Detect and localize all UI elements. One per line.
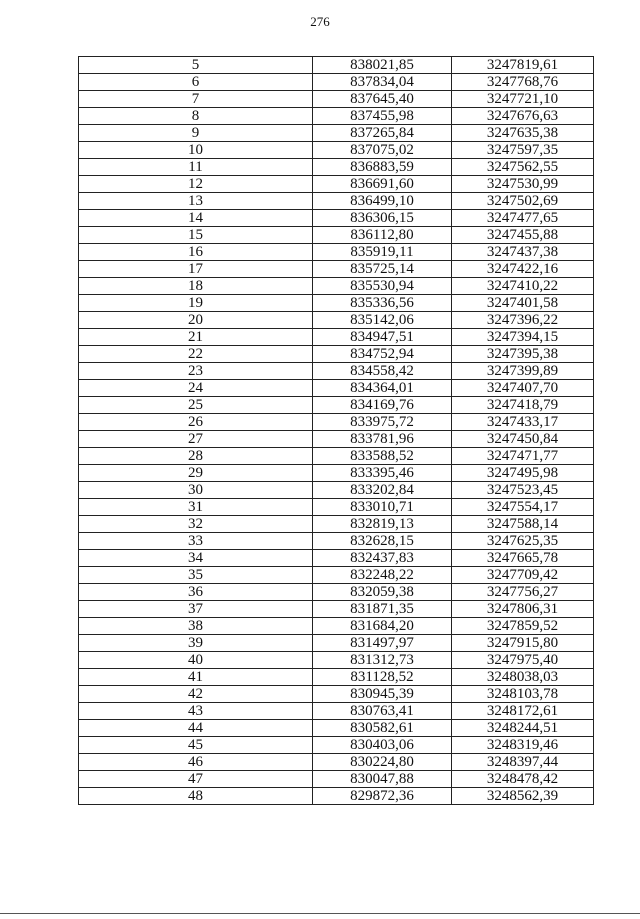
y-coordinate-cell: 3247477,65 bbox=[452, 210, 594, 227]
y-coordinate-cell: 3248397,44 bbox=[452, 754, 594, 771]
point-number-cell: 46 bbox=[79, 754, 313, 771]
y-coordinate-cell: 3247395,38 bbox=[452, 346, 594, 363]
y-coordinate-cell: 3248038,03 bbox=[452, 669, 594, 686]
table-row bbox=[79, 346, 594, 363]
point-number-cell: 44 bbox=[79, 720, 313, 737]
table-row bbox=[79, 227, 594, 244]
point-number-cell: 36 bbox=[79, 584, 313, 601]
table-row bbox=[79, 363, 594, 380]
x-coordinate-cell: 830763,41 bbox=[313, 703, 452, 720]
point-number-cell: 10 bbox=[79, 142, 313, 159]
point-number-cell: 14 bbox=[79, 210, 313, 227]
x-coordinate-cell: 835336,56 bbox=[313, 295, 452, 312]
y-coordinate-cell: 3248562,39 bbox=[452, 788, 594, 805]
y-coordinate-cell: 3247859,52 bbox=[452, 618, 594, 635]
table-row bbox=[79, 74, 594, 91]
table-row bbox=[79, 431, 594, 448]
y-coordinate-cell: 3247399,89 bbox=[452, 363, 594, 380]
table-row bbox=[79, 618, 594, 635]
table-row bbox=[79, 550, 594, 567]
x-coordinate-cell: 838021,85 bbox=[313, 57, 452, 74]
table-row bbox=[79, 516, 594, 533]
table-row bbox=[79, 91, 594, 108]
coordinates-table bbox=[78, 56, 594, 805]
point-number-cell: 19 bbox=[79, 295, 313, 312]
point-number-cell: 31 bbox=[79, 499, 313, 516]
point-number-cell: 7 bbox=[79, 91, 313, 108]
point-number-cell: 28 bbox=[79, 448, 313, 465]
x-coordinate-cell: 837455,98 bbox=[313, 108, 452, 125]
table-row bbox=[79, 125, 594, 142]
y-coordinate-cell: 3247502,69 bbox=[452, 193, 594, 210]
x-coordinate-cell: 834169,76 bbox=[313, 397, 452, 414]
y-coordinate-cell: 3248319,46 bbox=[452, 737, 594, 754]
y-coordinate-cell: 3247471,77 bbox=[452, 448, 594, 465]
y-coordinate-cell: 3248103,78 bbox=[452, 686, 594, 703]
y-coordinate-cell: 3247407,70 bbox=[452, 380, 594, 397]
point-number-cell: 27 bbox=[79, 431, 313, 448]
point-number-cell: 12 bbox=[79, 176, 313, 193]
point-number-cell: 25 bbox=[79, 397, 313, 414]
y-coordinate-cell: 3247401,58 bbox=[452, 295, 594, 312]
x-coordinate-cell: 831312,73 bbox=[313, 652, 452, 669]
point-number-cell: 5 bbox=[79, 57, 313, 74]
point-number-cell: 23 bbox=[79, 363, 313, 380]
x-coordinate-cell: 830403,06 bbox=[313, 737, 452, 754]
point-number-cell: 21 bbox=[79, 329, 313, 346]
x-coordinate-cell: 832628,15 bbox=[313, 533, 452, 550]
y-coordinate-cell: 3247554,17 bbox=[452, 499, 594, 516]
table-row bbox=[79, 397, 594, 414]
table-row bbox=[79, 567, 594, 584]
x-coordinate-cell: 833395,46 bbox=[313, 465, 452, 482]
x-coordinate-cell: 836883,59 bbox=[313, 159, 452, 176]
table-row bbox=[79, 142, 594, 159]
x-coordinate-cell: 833781,96 bbox=[313, 431, 452, 448]
x-coordinate-cell: 833588,52 bbox=[313, 448, 452, 465]
table-row bbox=[79, 737, 594, 754]
x-coordinate-cell: 834558,42 bbox=[313, 363, 452, 380]
y-coordinate-cell: 3247455,88 bbox=[452, 227, 594, 244]
x-coordinate-cell: 830224,80 bbox=[313, 754, 452, 771]
x-coordinate-cell: 833010,71 bbox=[313, 499, 452, 516]
point-number-cell: 30 bbox=[79, 482, 313, 499]
point-number-cell: 11 bbox=[79, 159, 313, 176]
x-coordinate-cell: 837834,04 bbox=[313, 74, 452, 91]
x-coordinate-cell: 831128,52 bbox=[313, 669, 452, 686]
y-coordinate-cell: 3247709,42 bbox=[452, 567, 594, 584]
y-coordinate-cell: 3247437,38 bbox=[452, 244, 594, 261]
table-row bbox=[79, 244, 594, 261]
table-row bbox=[79, 448, 594, 465]
y-coordinate-cell: 3248172,61 bbox=[452, 703, 594, 720]
x-coordinate-cell: 830582,61 bbox=[313, 720, 452, 737]
y-coordinate-cell: 3247665,78 bbox=[452, 550, 594, 567]
y-coordinate-cell: 3247635,38 bbox=[452, 125, 594, 142]
table-row bbox=[79, 601, 594, 618]
table-body bbox=[79, 57, 594, 805]
y-coordinate-cell: 3247768,76 bbox=[452, 74, 594, 91]
table-row bbox=[79, 482, 594, 499]
x-coordinate-cell: 834364,01 bbox=[313, 380, 452, 397]
x-coordinate-cell: 833202,84 bbox=[313, 482, 452, 499]
y-coordinate-cell: 3248244,51 bbox=[452, 720, 594, 737]
x-coordinate-cell: 836112,80 bbox=[313, 227, 452, 244]
page-number: 276 bbox=[310, 14, 330, 29]
x-coordinate-cell: 831871,35 bbox=[313, 601, 452, 618]
table-row bbox=[79, 108, 594, 125]
x-coordinate-cell: 831684,20 bbox=[313, 618, 452, 635]
point-number-cell: 17 bbox=[79, 261, 313, 278]
y-coordinate-cell: 3247806,31 bbox=[452, 601, 594, 618]
table-row bbox=[79, 635, 594, 652]
table-row bbox=[79, 465, 594, 482]
y-coordinate-cell: 3247450,84 bbox=[452, 431, 594, 448]
table-row bbox=[79, 261, 594, 278]
point-number-cell: 45 bbox=[79, 737, 313, 754]
x-coordinate-cell: 832059,38 bbox=[313, 584, 452, 601]
x-coordinate-cell: 835919,11 bbox=[313, 244, 452, 261]
point-number-cell: 29 bbox=[79, 465, 313, 482]
table-row bbox=[79, 788, 594, 805]
table-row bbox=[79, 414, 594, 431]
y-coordinate-cell: 3247588,14 bbox=[452, 516, 594, 533]
y-coordinate-cell: 3247721,10 bbox=[452, 91, 594, 108]
x-coordinate-cell: 835725,14 bbox=[313, 261, 452, 278]
point-number-cell: 15 bbox=[79, 227, 313, 244]
table-row bbox=[79, 278, 594, 295]
point-number-cell: 35 bbox=[79, 567, 313, 584]
y-coordinate-cell: 3247625,35 bbox=[452, 533, 594, 550]
x-coordinate-cell: 837645,40 bbox=[313, 91, 452, 108]
point-number-cell: 48 bbox=[79, 788, 313, 805]
y-coordinate-cell: 3247915,80 bbox=[452, 635, 594, 652]
point-number-cell: 8 bbox=[79, 108, 313, 125]
table-row bbox=[79, 652, 594, 669]
x-coordinate-cell: 836306,15 bbox=[313, 210, 452, 227]
y-coordinate-cell: 3247422,16 bbox=[452, 261, 594, 278]
y-coordinate-cell: 3247597,35 bbox=[452, 142, 594, 159]
x-coordinate-cell: 836499,10 bbox=[313, 193, 452, 210]
y-coordinate-cell: 3247819,61 bbox=[452, 57, 594, 74]
y-coordinate-cell: 3247433,17 bbox=[452, 414, 594, 431]
point-number-cell: 22 bbox=[79, 346, 313, 363]
x-coordinate-cell: 831497,97 bbox=[313, 635, 452, 652]
point-number-cell: 9 bbox=[79, 125, 313, 142]
point-number-cell: 16 bbox=[79, 244, 313, 261]
table-row bbox=[79, 533, 594, 550]
x-coordinate-cell: 834752,94 bbox=[313, 346, 452, 363]
point-number-cell: 18 bbox=[79, 278, 313, 295]
x-coordinate-cell: 835142,06 bbox=[313, 312, 452, 329]
x-coordinate-cell: 830047,88 bbox=[313, 771, 452, 788]
point-number-cell: 41 bbox=[79, 669, 313, 686]
point-number-cell: 39 bbox=[79, 635, 313, 652]
x-coordinate-cell: 832819,13 bbox=[313, 516, 452, 533]
x-coordinate-cell: 832437,83 bbox=[313, 550, 452, 567]
point-number-cell: 37 bbox=[79, 601, 313, 618]
point-number-cell: 20 bbox=[79, 312, 313, 329]
table-row bbox=[79, 669, 594, 686]
point-number-cell: 32 bbox=[79, 516, 313, 533]
y-coordinate-cell: 3247756,27 bbox=[452, 584, 594, 601]
x-coordinate-cell: 833975,72 bbox=[313, 414, 452, 431]
point-number-cell: 33 bbox=[79, 533, 313, 550]
table-row bbox=[79, 159, 594, 176]
table-row bbox=[79, 312, 594, 329]
y-coordinate-cell: 3247562,55 bbox=[452, 159, 594, 176]
point-number-cell: 26 bbox=[79, 414, 313, 431]
y-coordinate-cell: 3247975,40 bbox=[452, 652, 594, 669]
y-coordinate-cell: 3247530,99 bbox=[452, 176, 594, 193]
table-row bbox=[79, 584, 594, 601]
page-bottom-divider bbox=[0, 913, 640, 914]
point-number-cell: 24 bbox=[79, 380, 313, 397]
x-coordinate-cell: 836691,60 bbox=[313, 176, 452, 193]
y-coordinate-cell: 3248478,42 bbox=[452, 771, 594, 788]
table-row bbox=[79, 771, 594, 788]
x-coordinate-cell: 834947,51 bbox=[313, 329, 452, 346]
point-number-cell: 13 bbox=[79, 193, 313, 210]
point-number-cell: 47 bbox=[79, 771, 313, 788]
x-coordinate-cell: 832248,22 bbox=[313, 567, 452, 584]
y-coordinate-cell: 3247394,15 bbox=[452, 329, 594, 346]
point-number-cell: 43 bbox=[79, 703, 313, 720]
table-row bbox=[79, 176, 594, 193]
x-coordinate-cell: 829872,36 bbox=[313, 788, 452, 805]
table-row bbox=[79, 499, 594, 516]
x-coordinate-cell: 837075,02 bbox=[313, 142, 452, 159]
table-row bbox=[79, 210, 594, 227]
point-number-cell: 40 bbox=[79, 652, 313, 669]
table-row bbox=[79, 703, 594, 720]
x-coordinate-cell: 830945,39 bbox=[313, 686, 452, 703]
x-coordinate-cell: 835530,94 bbox=[313, 278, 452, 295]
y-coordinate-cell: 3247410,22 bbox=[452, 278, 594, 295]
point-number-cell: 38 bbox=[79, 618, 313, 635]
table-row bbox=[79, 754, 594, 771]
table-row bbox=[79, 57, 594, 74]
point-number-cell: 6 bbox=[79, 74, 313, 91]
point-number-cell: 34 bbox=[79, 550, 313, 567]
y-coordinate-cell: 3247495,98 bbox=[452, 465, 594, 482]
table-row bbox=[79, 720, 594, 737]
table-row bbox=[79, 329, 594, 346]
table-row bbox=[79, 295, 594, 312]
table-row bbox=[79, 380, 594, 397]
y-coordinate-cell: 3247523,45 bbox=[452, 482, 594, 499]
table-row bbox=[79, 193, 594, 210]
point-number-cell: 42 bbox=[79, 686, 313, 703]
x-coordinate-cell: 837265,84 bbox=[313, 125, 452, 142]
table-row bbox=[79, 686, 594, 703]
y-coordinate-cell: 3247418,79 bbox=[452, 397, 594, 414]
y-coordinate-cell: 3247396,22 bbox=[452, 312, 594, 329]
y-coordinate-cell: 3247676,63 bbox=[452, 108, 594, 125]
